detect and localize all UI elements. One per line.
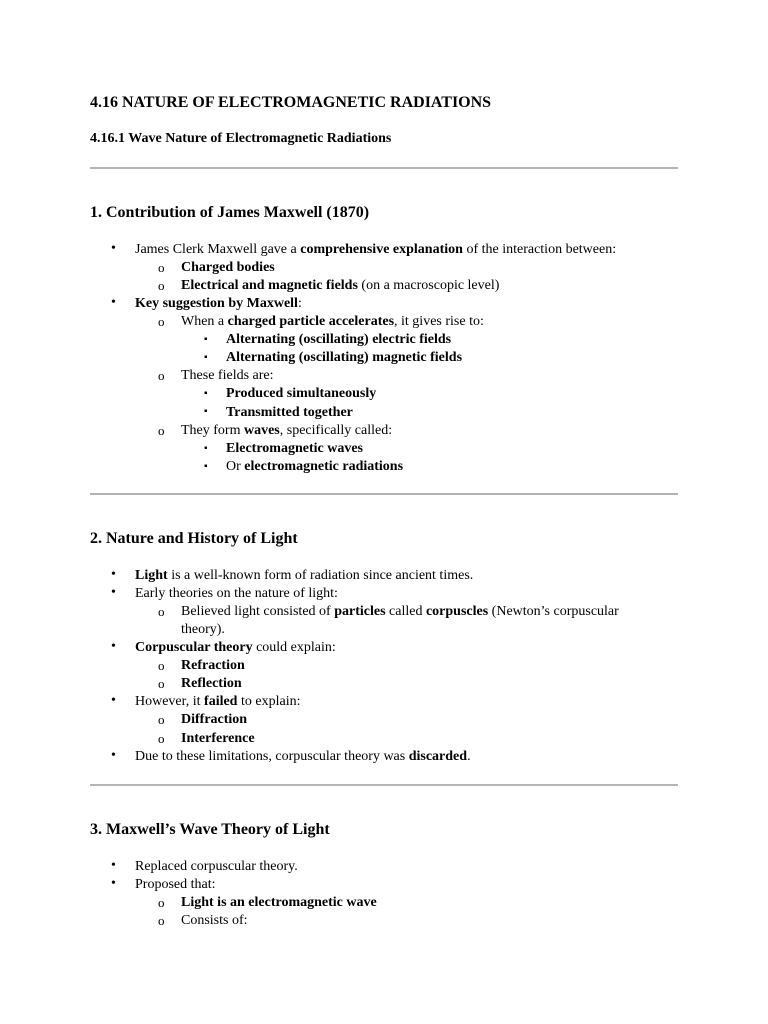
list-item <box>181 313 484 331</box>
text: However, it <box>135 694 205 709</box>
text: . <box>467 749 471 764</box>
square-marker: ▪ <box>204 406 208 417</box>
bullet-marker: • <box>111 858 116 873</box>
list-item <box>135 241 616 259</box>
text: When a <box>181 314 228 329</box>
emphasis: failed <box>204 694 238 709</box>
text: Due to these limitations, corpuscular theory was <box>135 749 409 764</box>
list-item: Refraction <box>181 658 245 673</box>
list-item <box>181 422 392 440</box>
square-marker: ▪ <box>204 352 208 363</box>
square-marker: ▪ <box>204 461 208 472</box>
list-item-continuation: theory). <box>181 622 225 637</box>
list-item: Produced simultaneously <box>226 386 377 401</box>
circle-marker: o <box>158 423 165 438</box>
text: , it gives rise to: <box>394 314 484 329</box>
list-item <box>181 603 619 621</box>
text: of the interaction between: <box>462 242 617 257</box>
circle-marker: o <box>158 676 165 691</box>
emphasis: particles <box>334 604 386 619</box>
text: (Newton’s corpuscular <box>488 604 619 619</box>
circle-marker: o <box>158 368 165 383</box>
circle-marker: o <box>158 895 165 910</box>
section-subtitle: 4.16.1 Wave Nature of Electromagnetic Radiations <box>90 131 392 146</box>
list-item <box>226 458 403 476</box>
text: Or <box>226 459 245 474</box>
emphasis: Key suggestion by Maxwell <box>135 296 298 311</box>
emphasis: corpuscles <box>425 604 489 619</box>
circle-marker: o <box>158 260 165 275</box>
emphasis: electromagnetic radiations <box>244 459 404 474</box>
text: to explain: <box>237 694 301 709</box>
circle-marker: o <box>158 314 165 329</box>
list-item: Electromagnetic waves <box>226 441 363 456</box>
bullet-marker: • <box>111 567 116 582</box>
emphasis: Corpuscular theory <box>135 640 253 655</box>
list-item <box>181 277 499 295</box>
list-item: Charged bodies <box>181 260 275 275</box>
list-item: Early theories on the nature of light: <box>135 586 338 601</box>
emphasis: charged particle accelerates <box>227 314 395 329</box>
list-item <box>135 639 336 657</box>
text: could explain: <box>252 640 336 655</box>
text: Believed light consisted of <box>181 604 335 619</box>
text: James Clerk Maxwell gave a <box>135 242 301 257</box>
circle-marker: o <box>158 913 165 928</box>
section-2-heading: 2. Nature and History of Light <box>90 530 298 547</box>
emphasis: waves <box>243 423 280 438</box>
text: They form <box>181 423 244 438</box>
divider <box>90 784 678 786</box>
list-item: Replaced corpuscular theory. <box>135 859 298 874</box>
list-item: Alternating (oscillating) electric fields <box>226 332 452 347</box>
square-marker: ▪ <box>204 388 208 399</box>
list-item <box>135 693 300 711</box>
text: , specifically called: <box>279 423 393 438</box>
divider <box>90 167 678 169</box>
section-3-heading: 3. Maxwell’s Wave Theory of Light <box>90 821 330 838</box>
bullet-marker: • <box>111 241 116 256</box>
list-item: Transmitted together <box>226 405 353 420</box>
bullet-marker: • <box>111 295 116 310</box>
text: (on a macroscopic level) <box>357 278 500 293</box>
list-item: Proposed that: <box>135 877 216 892</box>
divider <box>90 493 678 495</box>
list-item: Reflection <box>181 676 242 691</box>
list-item: Interference <box>181 731 255 746</box>
square-marker: ▪ <box>204 443 208 454</box>
bullet-marker: • <box>111 693 116 708</box>
circle-marker: o <box>158 731 165 746</box>
list-item: Light is an electromagnetic wave <box>181 895 377 910</box>
bullet-marker: • <box>111 876 116 891</box>
list-item: These fields are: <box>181 368 274 383</box>
text: called <box>385 604 426 619</box>
list-item <box>135 295 302 313</box>
text: is a well-known form of radiation since ancient times. <box>167 568 474 583</box>
text: : <box>297 296 302 311</box>
circle-marker: o <box>158 278 165 293</box>
circle-marker: o <box>158 604 165 619</box>
list-item: Diffraction <box>181 712 248 727</box>
circle-marker: o <box>158 712 165 727</box>
emphasis: comprehensive explanation <box>300 242 463 257</box>
bullet-marker: • <box>111 748 116 763</box>
page-title: 4.16 NATURE OF ELECTROMAGNETIC RADIATIONS <box>90 94 492 111</box>
emphasis: Electrical and magnetic fields <box>181 278 358 293</box>
section-1-heading: 1. Contribution of James Maxwell (1870) <box>90 204 370 221</box>
list-item <box>135 748 471 766</box>
circle-marker: o <box>158 658 165 673</box>
emphasis: discarded <box>408 749 468 764</box>
list-item: Alternating (oscillating) magnetic fields <box>226 350 463 365</box>
square-marker: ▪ <box>204 334 208 345</box>
bullet-marker: • <box>111 585 116 600</box>
emphasis: Light <box>135 568 168 583</box>
list-item <box>135 567 473 585</box>
bullet-marker: • <box>111 639 116 654</box>
list-item: Consists of: <box>181 913 248 928</box>
